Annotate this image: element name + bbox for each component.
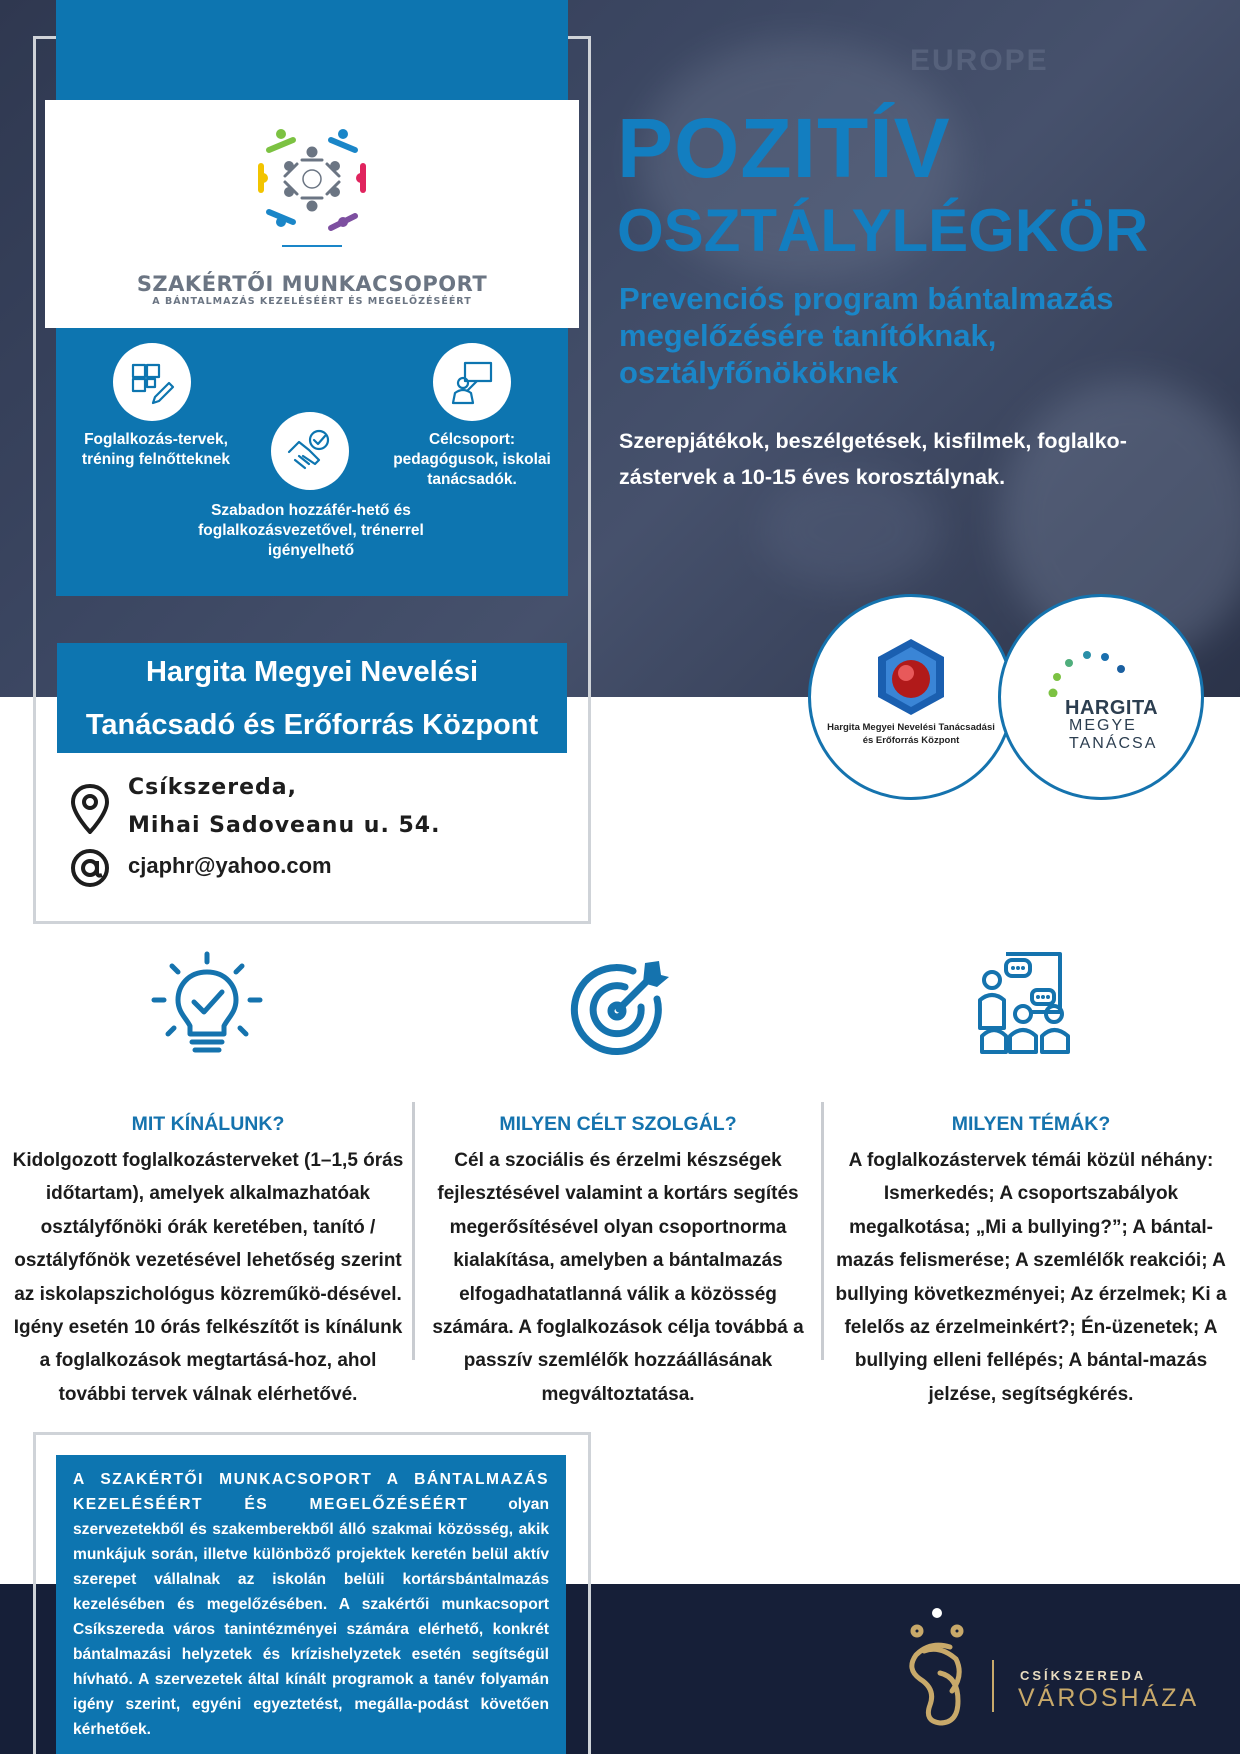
about-working-group <box>56 1455 566 1754</box>
lightbulb-check-icon <box>150 950 265 1065</box>
goal-column-title: MILYEN CÉLT SZOLGÁL? <box>499 1113 737 1135</box>
column-divider <box>412 1102 415 1360</box>
working-group-logo <box>45 100 579 328</box>
organization-name-line1: Hargita Megyei Nevelési <box>145 656 479 688</box>
handshake-check-icon <box>285 426 335 476</box>
partner-counseling-center-name: Hargita Megyei Nevelési Tanácsadási és Erőforrás Központ <box>827 722 995 746</box>
partner-logo-county-council <box>998 594 1204 800</box>
organization-name-line2: Tanácsadó és Erőforrás Központ <box>85 709 539 741</box>
card-top-bar <box>56 0 568 100</box>
teacher-board-icon <box>447 357 497 407</box>
puzzle-pen-icon <box>127 357 177 407</box>
city-hall-label: VÁROSHÁZA <box>1018 1684 1200 1712</box>
at-sign-icon <box>70 848 110 888</box>
about-title: A SZAKÉRTŐI MUNKACSOPORT A BÁNTALMAZÁS KEZELÉSÉÉRT ÉS MEGELŐZÉSÉÉRT <box>73 1471 549 1513</box>
city-hall-logo-icon <box>900 1605 1000 1735</box>
hero-title-line1: POZITÍV <box>617 101 951 195</box>
goal-column-text: Cél a szociális és érzelmi készségek fejlesztésével valamint a kortárs segítés megerősítésével olyan csoportnorma kialakítása, amelyben a bántalmazás elfogadhatatlanná válik a közösség számára. A foglalkozások célja továbbá a passzív szemlélők hozzáállásának megváltoztatása. <box>432 1150 804 1405</box>
offer-column-text: Kidolgozott foglalkozásterveket (1–1,5 órás időtartam), amelyek alkalmazhatóak osztályfőnöki órák keretében, tanító / osztályfőnök vezetésével lehetőség szerint az iskolapszichológus közreműkö-désével. Igény esetén 10 órás felkészítőt is kínálunk a foglalkozások megtartásá-hoz, ahol további tervek válnak elérhetővé. <box>12 1150 404 1405</box>
county-council-name: HARGITA <box>1065 697 1159 719</box>
address-line1: Csíkszereda, <box>128 775 297 800</box>
dots-arc-icon <box>1047 647 1137 697</box>
feature-access-circle <box>271 412 349 490</box>
organization-banner <box>57 643 567 753</box>
hexagon-sphere-icon <box>874 637 948 717</box>
footer-divider <box>992 1660 994 1712</box>
county-council-line3: TANÁCSA <box>1069 735 1158 752</box>
target-arrow-icon <box>565 955 675 1065</box>
address-line2: Mihai Sadoveanu u. 54. <box>128 813 441 838</box>
feature-target-group-circle <box>433 343 511 421</box>
hero-subtitle: Prevenciós program bántalmazás megelőzésére tanítóknak, osztályfőnököknek <box>619 281 1114 390</box>
topics-column-text: A foglalkozástervek témái közül néhány: Ismerkedés; A csoportszabályok megalkotása; „Mi a bullying?”; A bántal-mazás felismerése; A szemlélők reakciói; A bullying következményei; Az érzelmek; Ki a felelős az érzelmeinkért?; Én-üzenetek; A bullying elleni fellépés; A bántal-mazás jelzése, segítségkérés. <box>835 1150 1227 1405</box>
email-address[interactable]: cjaphr@yahoo.com <box>128 853 332 878</box>
people-circle-logo-icon <box>257 120 367 250</box>
city-name: CSÍKSZEREDA <box>1020 1668 1147 1683</box>
county-council-line2: MEGYE <box>1069 717 1137 734</box>
about-text: olyan szervezetekből és szakemberekből álló szakmai közösség, akik munkájuk során, illetve különböző projektek keretén belül aktív szerepet vállalnak az iskolán belüli kortársbántalmazás kezelésében és megelőzésében. A szakértői munkacsoport Csíkszereda város tanintézményei számára elérhető, konkrét bántalmazási helyzetek és krízishelyzetek esetén segítségül hívható. A szervezetek által kínált programok a tanév folyamán igény szerint, egyéni egyeztetést, megálla-podást követően kérhetőek. <box>73 1496 550 1738</box>
column-divider <box>821 1102 824 1360</box>
feature-target-group-text: Célcsoport: pedagógusok, iskolai tanácsadók. <box>393 431 551 488</box>
partner-logo-counseling-center <box>808 594 1014 800</box>
feature-planning-circle <box>113 343 191 421</box>
features-panel <box>56 328 568 596</box>
feature-planning-text: Foglalkozás-tervek, tréning felnőtteknek <box>81 431 231 468</box>
location-pin-icon <box>70 784 110 834</box>
offer-column-title: MIT KÍNÁLUNK? <box>131 1113 285 1135</box>
background-sign: EUROPE <box>910 44 1049 77</box>
hero-description: Szerepjátékok, beszélgetések, kisfilmek, foglalko-zástervek a 10-15 éves korosztálynak. <box>619 429 1127 489</box>
feature-access-text: Szabadon hozzáfér-hető és foglalkozásvezetővel, trénerrel igényelhető <box>198 502 424 559</box>
logo-title: SZAKÉRTŐI MUNKACSOPORT <box>136 272 488 296</box>
logo-subtitle: A BÁNTALMAZÁS KEZELÉSÉÉRT ÉS MEGELŐZÉSÉÉRT <box>152 296 472 307</box>
presentation-group-icon <box>978 950 1076 1055</box>
topics-column-title: MILYEN TÉMÁK? <box>951 1113 1111 1135</box>
hero-title-line2: OSZTÁLYLÉGKÖR <box>617 197 1149 264</box>
